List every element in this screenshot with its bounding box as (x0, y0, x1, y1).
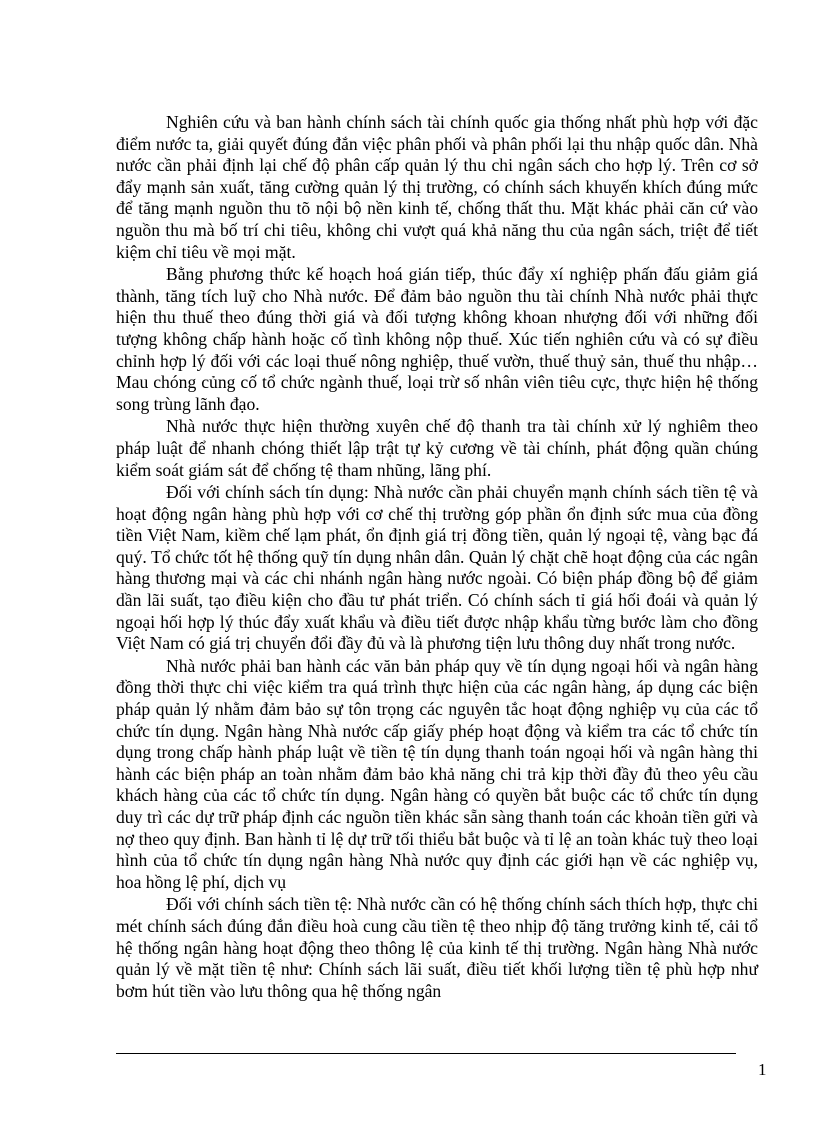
paragraph-1: Nghiên cứu và ban hành chính sách tài chính quốc gia thống nhất phù hợp với đặc điểm nước ta, giải quyết đúng đắn việc phân phối và phân phối lại thu nhập quốc dân. Nhà nước cần phải định lại chế độ phân cấp quản lý thu chi ngân sách cho hợp lý. Trên cơ sở đẩy mạnh sản xuất, tăng cường quản lý thị trường, có chính sách khuyến khích đúng mức để tăng mạnh nguồn thu tõ nội bộ nền kinh tế, chống thất thu. Mặt khác phải căn cứ vào nguồn thu mà bố trí chi tiêu, không chi vượt quá khả năng thu của ngân sách, triệt để tiết kiệm chỉ tiêu về mọi mặt. (116, 112, 758, 262)
footer-rule (116, 1053, 736, 1054)
page-number: 1 (758, 1060, 767, 1079)
paragraph-2: Bằng phương thức kế hoạch hoá gián tiếp, thúc đẩy xí nghiệp phấn đấu giảm giá thành, tăng tích luỹ cho Nhà nước. Để đảm bảo nguồn thu tài chính Nhà nước phải thực hiện thu thuế theo đúng thời giá và đối tượng không khoan nhượng đối với những đối tượng không chấp hành hoặc cố tình không nộp thuế. Xúc tiến nghiên cứu và có sự điều chỉnh hợp lý đối với các loại thuế nông nghiệp, thuế vườn, thuế thuỷ sản, thuế thu nhập… Mau chóng củng cố tổ chức ngành thuế, loại trừ số nhân viên tiêu cực, thực hiện hệ thống song trùng lãnh đạo. (116, 264, 758, 414)
paragraph-5: Nhà nước phải ban hành các văn bản pháp quy về tín dụng ngoại hối và ngân hàng đồng thời thực chi việc kiểm tra quá trình thực hiện của các ngân hàng, áp dụng các biện pháp quản lý nhằm đảm bảo sự tôn trọng các nguyên tắc hoạt động nghiệp vụ của các tổ chức tín dụng. Ngân hàng Nhà nước cấp giấy phép hoạt động và kiểm tra các tổ chức tín dụng trong chấp hành pháp luật về tiền tệ tín dụng thanh toán ngoại hối và ngân hàng thi hành các biện pháp an toàn nhằm đảm bảo khả năng chi trả kịp thời đầy đủ theo yêu cầu khách hàng của các tổ chức tín dụng. Ngân hàng có quyền bắt buộc các tổ chức tín dụng duy trì các dự trữ pháp định các nguồn tiền khác sẵn sàng thanh toán các khoản tiền gửi và nợ theo quy định. Ban hành tỉ lệ dự trữ tối thiểu bắt buộc và tỉ lệ an toàn khác tuỳ theo loại hình của tổ chức tín dụng ngân hàng Nhà nước quy định các giới hạn về các nghiệp vụ, hoa hồng lệ phí, dịch vụ (116, 655, 758, 892)
paragraph-3: Nhà nước thực hiện thường xuyên chế độ thanh tra tài chính xử lý nghiêm theo pháp luật để nhanh chóng thiết lập trật tự kỷ cương về tài chính, phát động quần chúng kiểm soát giám sát để chống tệ tham nhũng, lãng phí. (116, 416, 758, 480)
document-body (116, 112, 758, 1002)
paragraph-6: Đối với chính sách tiền tệ: Nhà nước cần có hệ thống chính sách thích hợp, thực chi mét chính sách đúng đắn điều hoà cung cầu tiền tệ theo nhịp độ tăng trưởng kinh tế, cải tổ hệ thống ngân hàng hoạt động theo thông lệ của kinh tế thị trường. Ngân hàng Nhà nước quản lý về mặt tiền tệ như: Chính sách lãi suất, điều tiết khối lượng tiền tệ phù hợp như bơm hút tiền vào lưu thông qua hệ thống ngân (116, 894, 758, 1001)
paragraph-4: Đối với chính sách tín dụng: Nhà nước cần phải chuyển mạnh chính sách tiền tệ và hoạt động ngân hàng phù hợp với cơ chế thị trường góp phần ổn định sức mua của đồng tiền Việt Nam, kiềm chế lạm phát, ổn định giá trị đồng tiền, quản lý ngoại tệ, vàng bạc đá quý. Tổ chức tốt hệ thống quỹ tín dụng nhân dân. Quản lý chặt chẽ hoạt động của các ngân hàng thương mại và các chi nhánh ngân hàng nước ngoài. Có biện pháp đồng bộ để giảm dần lãi suất, tạo điều kiện cho đầu tư phát triển. Có chính sách tỉ giá hối đoái và quản lý ngoại hối hợp lý thúc đẩy xuất khẩu và điều tiết được nhập khẩu từng bước làm cho đồng Việt Nam có giá trị chuyển đổi đầy đủ và là phương tiện lưu thông duy nhất trong nước. (116, 482, 758, 654)
